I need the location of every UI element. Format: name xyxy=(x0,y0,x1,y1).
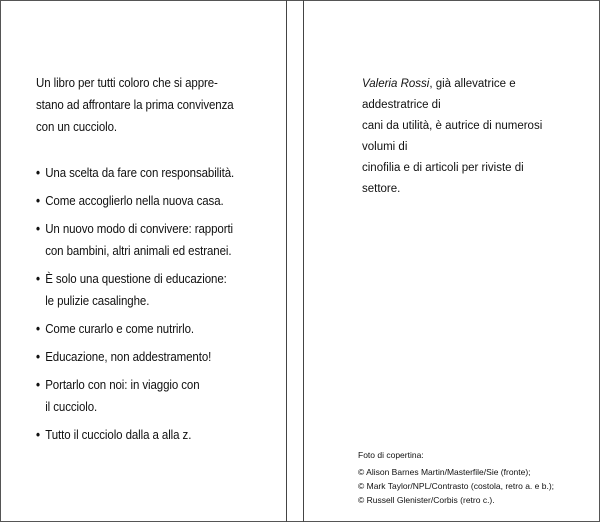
list-item-text: Un nuovo modo di convivere: rapporti xyxy=(45,222,234,236)
intro-line: con un cucciolo. xyxy=(36,120,118,134)
list-item xyxy=(36,268,271,312)
bio-line: cinofilia e di articoli per riviste di settore. xyxy=(362,162,524,195)
list-item xyxy=(36,218,271,262)
list-item xyxy=(36,190,271,212)
bio-line xyxy=(362,74,562,116)
spine-fold-left xyxy=(286,0,287,522)
photo-credits xyxy=(358,448,593,507)
list-item-text: È solo una questione di educazione: xyxy=(45,272,227,286)
list-item xyxy=(36,424,271,446)
credit-line: © Mark Taylor/NPL/Contrasto (costola, retro a. e b.); xyxy=(358,481,555,491)
list-item xyxy=(36,374,271,418)
spine-fold-right xyxy=(303,0,304,522)
list-item-text: Come curarlo e come nutrirlo. xyxy=(45,322,195,336)
list-item-text: il cucciolo. xyxy=(45,400,98,414)
credit-line: © Russell Glenister/Corbis (retro c.). xyxy=(358,495,495,505)
list-item xyxy=(36,318,271,340)
back-cover-text xyxy=(36,72,257,452)
list-item-text: le pulizie casalinghe. xyxy=(45,294,150,308)
bullet-icon: • xyxy=(36,350,40,364)
intro-line: stano ad affrontare la prima convivenza xyxy=(36,98,234,112)
bio-line: cani da utilità, è autrice di numerosi volumi di xyxy=(362,120,543,153)
list-item-text: Tutto il cucciolo dalla a alla z. xyxy=(45,428,192,442)
bullet-icon: • xyxy=(36,272,40,286)
bullet-icon: • xyxy=(36,222,40,236)
list-item-text: Una scelta da fare con responsabilità. xyxy=(45,166,235,180)
intro-line: Un libro per tutti coloro che si appre- xyxy=(36,76,218,90)
bullet-icon: • xyxy=(36,166,40,180)
intro-paragraph xyxy=(36,72,271,138)
feature-list xyxy=(36,162,271,446)
author-bio xyxy=(362,74,562,200)
bullet-icon: • xyxy=(36,322,40,336)
credits-heading: Foto di copertina: xyxy=(358,450,424,460)
list-item-text: Educazione, non addestramento! xyxy=(45,350,212,364)
list-item-text: Portarlo con noi: in viaggio con xyxy=(45,378,200,392)
bullet-icon: • xyxy=(36,194,40,208)
credit-line: © Alison Barnes Martin/Masterfile/Sie (fronte); xyxy=(358,467,531,477)
list-item-text: con bambini, altri animali ed estranei. xyxy=(45,244,232,258)
list-item xyxy=(36,346,271,368)
bio-text: , già allevatrice e addestratrice di xyxy=(362,78,516,111)
list-item xyxy=(36,162,271,184)
bullet-icon: • xyxy=(36,428,40,442)
bullet-icon: • xyxy=(36,378,40,392)
list-item-text: Come accoglierlo nella nuova casa. xyxy=(45,194,224,208)
author-name: Valeria Rossi xyxy=(362,78,430,90)
